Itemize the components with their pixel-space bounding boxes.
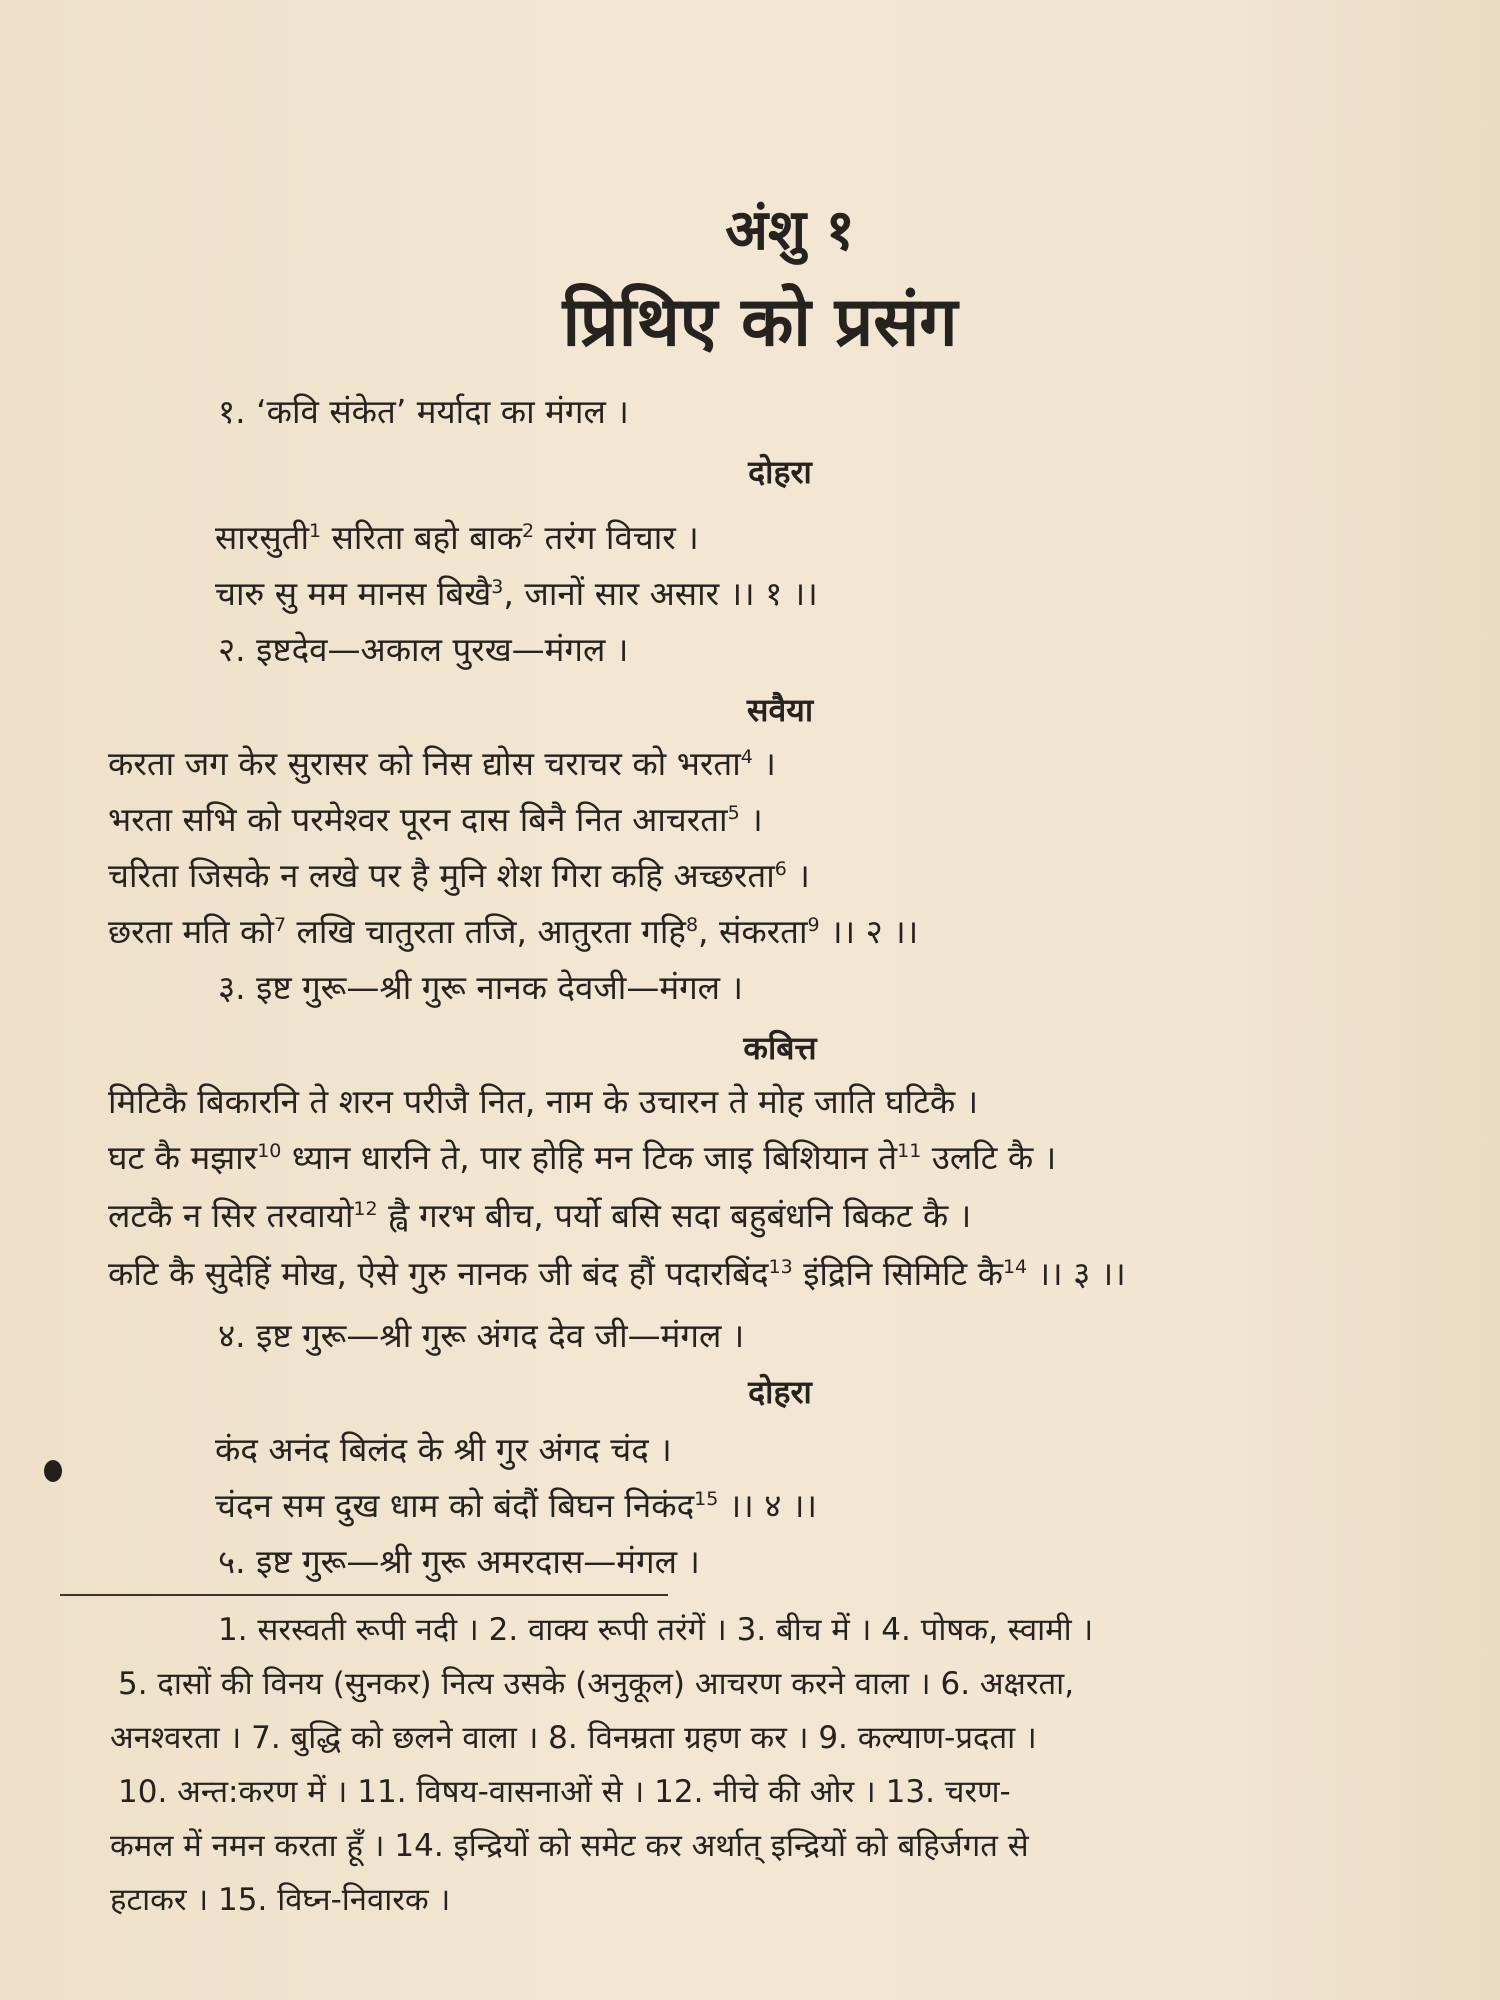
footnote-ref: 10	[257, 1140, 282, 1162]
verse-text: ।। २ ।।	[819, 912, 919, 951]
item-2: २. इष्टदेव—अकाल पुरख—मंगल ।	[218, 630, 629, 669]
meter-doha-1: दोहरा	[748, 453, 812, 491]
verse-text: ह्वै गरभ बीच, पर्यो बसि सदा बहुबंधनि बिकट कै ।	[377, 1196, 972, 1235]
footnote-ref: 14	[1002, 1256, 1028, 1278]
verse-text: इंद्रिनि सिमिटि कै	[792, 1254, 1003, 1293]
doha-1-line-2	[215, 572, 818, 616]
footnote-ref: 7	[273, 914, 287, 936]
verse-text: करता जग केर सुरासर को निस द्योस चराचर को भरता	[108, 744, 741, 783]
footnote-ref: 9	[807, 914, 820, 936]
verse-text: ।। ४ ।।	[718, 1486, 817, 1525]
meter-kabitt: कबित्त	[743, 1029, 817, 1067]
footnote-line-1: 1. सरस्वती रूपी नदी । 2. वाक्य रूपी तरंगें । 3. बीच में । 4. पोषक, स्वामी ।	[218, 1612, 1094, 1648]
verse-text: चारु सु मम मानस बिखै	[215, 574, 492, 613]
doha-2-line-1: कंद अनंद बिलंद के श्री गुर अंगद चंद ।	[215, 1430, 672, 1469]
doha-1-line-1	[215, 516, 699, 560]
footnote-ref: 15	[694, 1488, 719, 1510]
savaiya-line-2	[108, 798, 763, 842]
verse-text: ध्यान धारनि ते, पार होहि मन टिक जाइ बिशियान ते	[281, 1138, 898, 1177]
verse-text: छरता मति को	[108, 912, 274, 951]
page-title: प्रिथिए को प्रसंग	[562, 283, 958, 362]
meter-savaiya: सवैया	[746, 691, 814, 729]
item-4: ४. इष्ट गुरू—श्री गुरू अंगद देव जी—मंगल ।	[218, 1316, 745, 1355]
footnote-line-2: 5. दासों की विनय (सुनकर) नित्य उसके (अनुकूल) आचरण करने वाला । 6. अक्षरता,	[118, 1666, 1075, 1702]
savaiya-line-1	[108, 742, 776, 786]
item-5: ५. इष्ट गुरू—श्री गुरू अमरदास—मंगल ।	[218, 1542, 700, 1581]
verse-text: सारसुती	[215, 518, 310, 557]
section-heading: अंशु १	[725, 198, 855, 263]
kabitt-line-2	[108, 1136, 1056, 1180]
verse-text: लटकै न सिर तरवायो	[108, 1196, 354, 1235]
footnote-ref: 1	[309, 520, 322, 542]
verse-text: , संकरता	[698, 912, 808, 951]
verse-text: भरता सभि को परमेश्वर पूरन दास बिनै नित आचरता	[108, 800, 728, 839]
footnote-line-4: 10. अन्त:करण में । 11. विषय-वासनाओं से । 12. नीचे की ओर । 13. चरण-	[118, 1774, 1011, 1810]
verse-text: चरिता जिसके न लखे पर है मुनि शेश गिरा कहि अच्छरता	[108, 856, 775, 895]
footnote-ref: 8	[685, 914, 699, 936]
verse-text: तरंग विचार ।	[534, 518, 699, 557]
verse-text: ।	[786, 856, 810, 895]
footnote-divider	[60, 1594, 668, 1596]
footnote-ref: 11	[897, 1140, 922, 1162]
footnote-ref: 3	[491, 576, 504, 598]
footnote-ref: 5	[727, 802, 740, 824]
kabitt-line-3	[108, 1194, 971, 1238]
verse-text: उलटि कै ।	[921, 1138, 1057, 1177]
ink-blot	[44, 1460, 62, 1482]
footnote-ref: 4	[740, 746, 753, 768]
footnote-ref: 12	[353, 1198, 378, 1220]
footnote-line-5: कमल में नमन करता हूँ । 14. इन्द्रियों को समेट कर अर्थात् इन्द्रियों को बहिर्जगत से	[110, 1828, 1029, 1864]
verse-text: ।	[739, 800, 763, 839]
doha-2-line-2	[215, 1484, 817, 1528]
verse-text: ।	[752, 744, 776, 783]
meter-doha-2: दोहरा	[748, 1373, 812, 1411]
footnote-ref: 6	[774, 858, 787, 880]
verse-text: लखि चातुरता तजि, आतुरता गहि	[286, 912, 686, 951]
verse-text: सरिता बहो बाक	[321, 518, 522, 557]
verse-text: कटि कै सुदेहिं मोख, ऐसे गुरु नानक जी बंद हौं पदारबिंद	[108, 1254, 769, 1293]
savaiya-line-4	[108, 910, 918, 954]
footnote-line-3: अनश्वरता । 7. बुद्धि को छलने वाला । 8. विनम्रता ग्रहण कर । 9. कल्याण-प्रदता ।	[110, 1720, 1037, 1756]
kabitt-line-1: मिटिकै बिकारनि ते शरन परीजै नित, नाम के उचारन ते मोह जाति घटिकै ।	[108, 1082, 979, 1121]
item-3: ३. इष्ट गुरू—श्री गुरू नानक देवजी—मंगल ।	[218, 968, 744, 1007]
footnote-ref: 13	[768, 1256, 793, 1278]
verse-text: चंदन सम दुख धाम को बंदौं बिघन निकंद	[215, 1486, 695, 1525]
verse-text: ।। ३ ।।	[1027, 1254, 1126, 1293]
verse-text: घट कै मझार	[108, 1138, 258, 1177]
footnote-line-6: हटाकर । 15. विघ्न-निवारक ।	[110, 1882, 451, 1918]
savaiya-line-3	[108, 854, 810, 898]
item-1: १. ‘कवि संकेत’ मर्यादा का मंगल ।	[218, 392, 629, 431]
kabitt-line-4	[108, 1252, 1126, 1296]
verse-text: , जानों सार असार ।। १ ।।	[503, 574, 818, 613]
footnote-ref: 2	[521, 520, 535, 542]
